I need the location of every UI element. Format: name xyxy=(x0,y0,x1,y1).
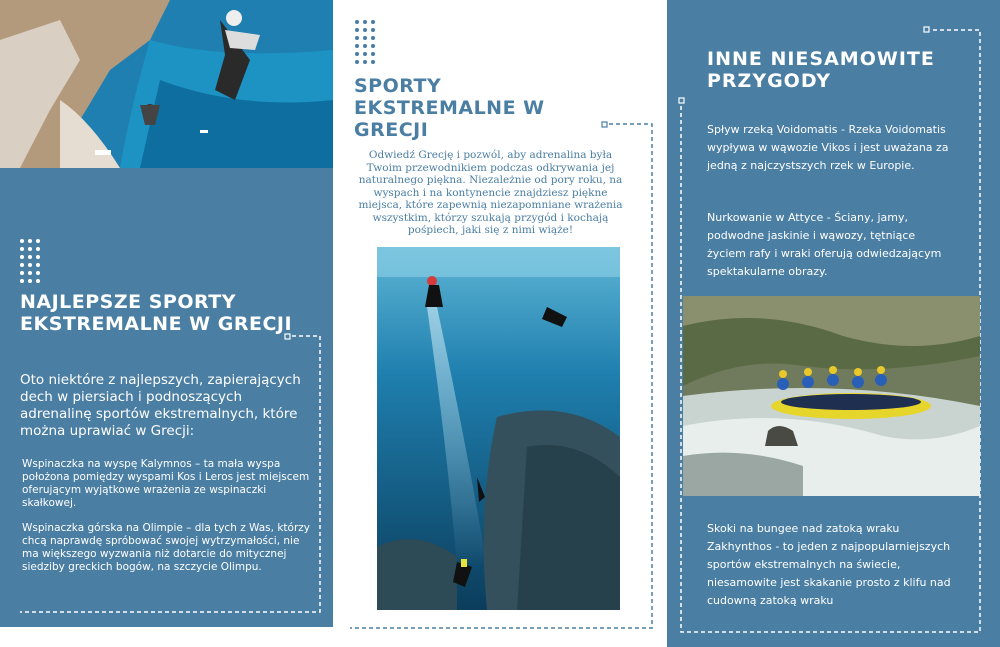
bungee-paragraph: Skoki na bungee nad zatoką wraku Zakhynthos - to jeden z najpopularniejszych sportów ekstremalnych na świecie, niesamowite jest skakanie prosto z klifu nad cudowną zatoką wraku xyxy=(707,522,951,607)
middle-body-text: Odwiedź Grecję i pozwól, aby adrenalina była Twoim przewodnikiem podczas odkrywania jej naturalnego piękna. Niezależnie od pory roku, na wyspach i na kontynencie znajdziesz piękne miejsca, które zapewnią niezapomniane wrażenia wszystkim, którzy szukają przygód i kochają pośpiech, jaki się z nimi wiąże! xyxy=(358,149,623,236)
left-heading: NAJLEPSZE SPORTY EKSTREMALNE W GRECJI xyxy=(20,291,293,335)
rafting-photo xyxy=(683,296,980,496)
attica-diving-paragraph: Nurkowanie w Attyce - Ściany, jamy, podwodne jaskinie i wąwozy, tętniące życiem rafy i wraki oferują odwiedzającym spektakularne obrazy. xyxy=(707,211,942,278)
middle-heading: SPORTY EKSTREMALNE W GRECJI xyxy=(354,75,545,141)
right-heading: INNE NIESAMOWITE PRZYGODY xyxy=(707,48,935,92)
voidomatis-paragraph: Spływ rzeką Voidomatis - Rzeka Voidomatis wypływa w wąwozie Vikos i jest uważana za jedną z najczystszych rzek w Europie. xyxy=(707,123,949,172)
olympus-paragraph: Wspinaczka górska na Olimpie – dla tych z Was, którzy chcą naprawdę spróbować swojej wytrzymałości, nie ma większego wyzwania niż dotarcie do mitycznej siedziby greckich bogów, na szczycie Olimpu. xyxy=(22,522,310,573)
kalymnos-paragraph: Wspinaczka na wyspę Kalymnos – ta mała wyspa położona pomiędzy wyspami Kos i Leros jest miejscem oferującym wyjątkowe wrażenia ze wspinaczki skałkowej. xyxy=(22,458,310,509)
left-intro-text: Oto niektóre z najlepszych, zapierających dech w piersiach i podnoszących adrenalinę sportów ekstremalnych, które można uprawiać w Grecji: xyxy=(20,372,301,439)
